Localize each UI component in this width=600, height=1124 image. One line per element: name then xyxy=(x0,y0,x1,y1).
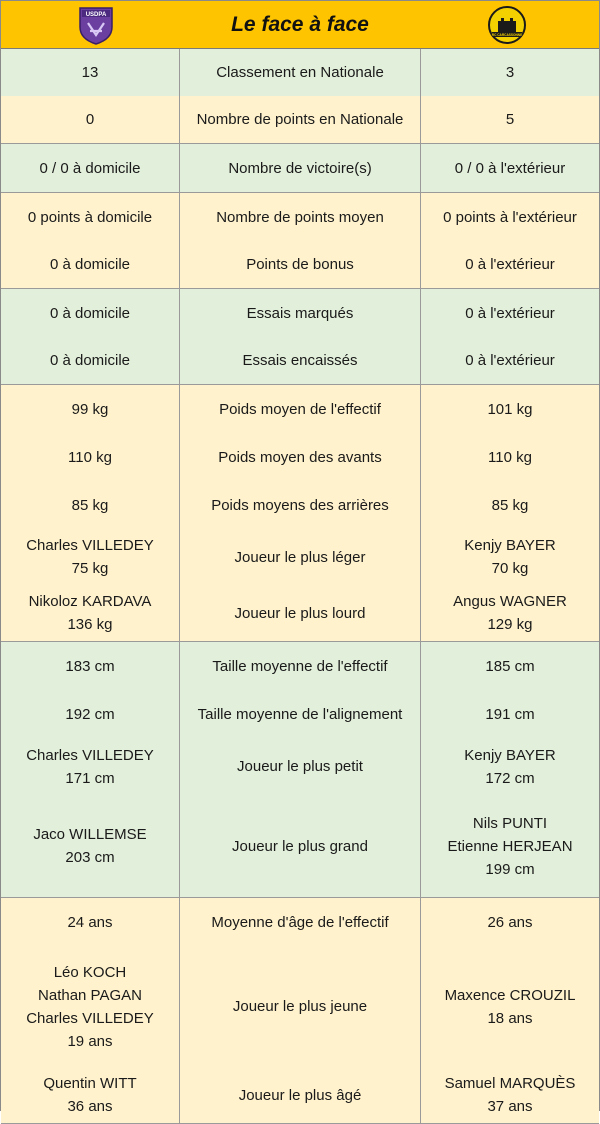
home-value: 192 cm xyxy=(1,690,180,738)
home-value: 13 xyxy=(1,49,180,96)
home-value: 0 xyxy=(1,96,180,143)
stat-label: Points de bonus xyxy=(180,241,421,288)
home-value: Jaco WILLEMSE 203 cm xyxy=(1,795,180,897)
home-value: Nikoloz KARDAVA 136 kg xyxy=(1,585,180,641)
stat-label: Classement en Nationale xyxy=(180,49,421,96)
svg-text:USDPA: USDPA xyxy=(85,11,107,18)
away-value: Nils PUNTI Etienne HERJEAN 199 cm xyxy=(447,814,573,878)
home-value: Léo KOCH Nathan PAGAN Charles VILLEDEY 19 ans xyxy=(1,946,180,1067)
stat-label: Essais encaissés xyxy=(180,337,421,384)
table-row xyxy=(1,289,599,337)
away-value: Kenjy BAYER 172 cm xyxy=(464,746,556,787)
away-value: 0 points à l'extérieur xyxy=(443,208,577,226)
away-value: 3 xyxy=(505,64,515,81)
away-value: Angus WAGNER 129 kg xyxy=(453,593,567,633)
table-row xyxy=(1,898,599,946)
stat-label: Poids moyens des arrières xyxy=(180,481,421,529)
home-value: 0 à domicile xyxy=(1,337,180,384)
home-value: 0 / 0 à domicile xyxy=(1,144,180,192)
away-value: Maxence CROUZIL 18 ans xyxy=(444,986,576,1027)
table-row xyxy=(1,481,599,529)
away-value: 110 kg xyxy=(488,448,532,466)
away-value: 0 à l'extérieur xyxy=(465,256,555,273)
stat-label: Nombre de points en Nationale xyxy=(180,96,421,143)
away-value: 191 cm xyxy=(485,705,535,723)
away-value: Kenjy BAYER 70 kg xyxy=(464,537,556,577)
stat-label: Taille moyenne de l'effectif xyxy=(180,642,421,690)
away-value: 185 cm xyxy=(485,657,535,675)
table-row xyxy=(1,193,599,241)
stat-label: Poids moyen de l'effectif xyxy=(180,385,421,433)
table-row xyxy=(1,433,599,481)
svg-text:RC CARCASSONNE: RC CARCASSONNE xyxy=(491,32,523,37)
home-value: 99 kg xyxy=(1,385,180,433)
table-row xyxy=(1,529,599,585)
stat-label: Joueur le plus grand xyxy=(180,795,421,897)
home-value: 0 à domicile xyxy=(1,241,180,288)
table-row xyxy=(1,144,599,193)
home-value: 183 cm xyxy=(1,642,180,690)
stat-label: Nombre de points moyen xyxy=(180,193,421,241)
stat-label: Joueur le plus jeune xyxy=(180,946,421,1067)
table-row xyxy=(1,946,599,1067)
away-value: 26 ans xyxy=(487,913,533,931)
home-value: 0 à domicile xyxy=(1,289,180,337)
table-row xyxy=(1,795,599,898)
home-value: Charles VILLEDEY 75 kg xyxy=(1,529,180,585)
usdpa-logo-icon xyxy=(76,5,116,45)
table-row xyxy=(1,642,599,690)
away-value: 0 à l'extérieur xyxy=(465,352,555,369)
away-value: 101 kg xyxy=(487,400,533,418)
home-value: 110 kg xyxy=(1,433,180,481)
stat-label: Taille moyenne de l'alignement xyxy=(180,690,421,738)
table-row xyxy=(1,1067,599,1124)
away-value: Samuel MARQUÈS 37 ans xyxy=(444,1075,576,1115)
table-row xyxy=(1,585,599,642)
stat-label: Poids moyen des avants xyxy=(180,433,421,481)
table-row xyxy=(1,738,599,795)
away-value: 0 à l'extérieur xyxy=(465,304,555,322)
stat-label: Essais marqués xyxy=(180,289,421,337)
stat-label: Joueur le plus petit xyxy=(180,738,421,795)
table-row xyxy=(1,385,599,433)
comparison-rows xyxy=(1,49,599,1124)
stat-label: Joueur le plus léger xyxy=(180,529,421,585)
away-value: 85 kg xyxy=(491,496,529,514)
stat-label: Moyenne d'âge de l'effectif xyxy=(180,898,421,946)
home-value: Quentin WITT 36 ans xyxy=(1,1067,180,1123)
stat-label: Joueur le plus âgé xyxy=(180,1067,421,1123)
carcassonne-logo-icon xyxy=(487,5,527,45)
stat-label: Nombre de victoire(s) xyxy=(180,144,421,192)
stat-label: Joueur le plus lourd xyxy=(180,585,421,641)
home-value: 85 kg xyxy=(1,481,180,529)
home-value: 24 ans xyxy=(1,898,180,946)
table-row xyxy=(1,96,599,144)
table-row xyxy=(1,49,599,96)
table-row xyxy=(1,241,599,289)
table-row xyxy=(1,690,599,738)
home-value: Charles VILLEDEY 171 cm xyxy=(1,738,180,795)
away-value: 0 / 0 à l'extérieur xyxy=(454,159,566,177)
away-value: 5 xyxy=(505,111,515,128)
table-header xyxy=(1,1,599,49)
page-title: Le face à face xyxy=(231,12,369,36)
home-value: 0 points à domicile xyxy=(1,193,180,241)
table-row xyxy=(1,337,599,385)
